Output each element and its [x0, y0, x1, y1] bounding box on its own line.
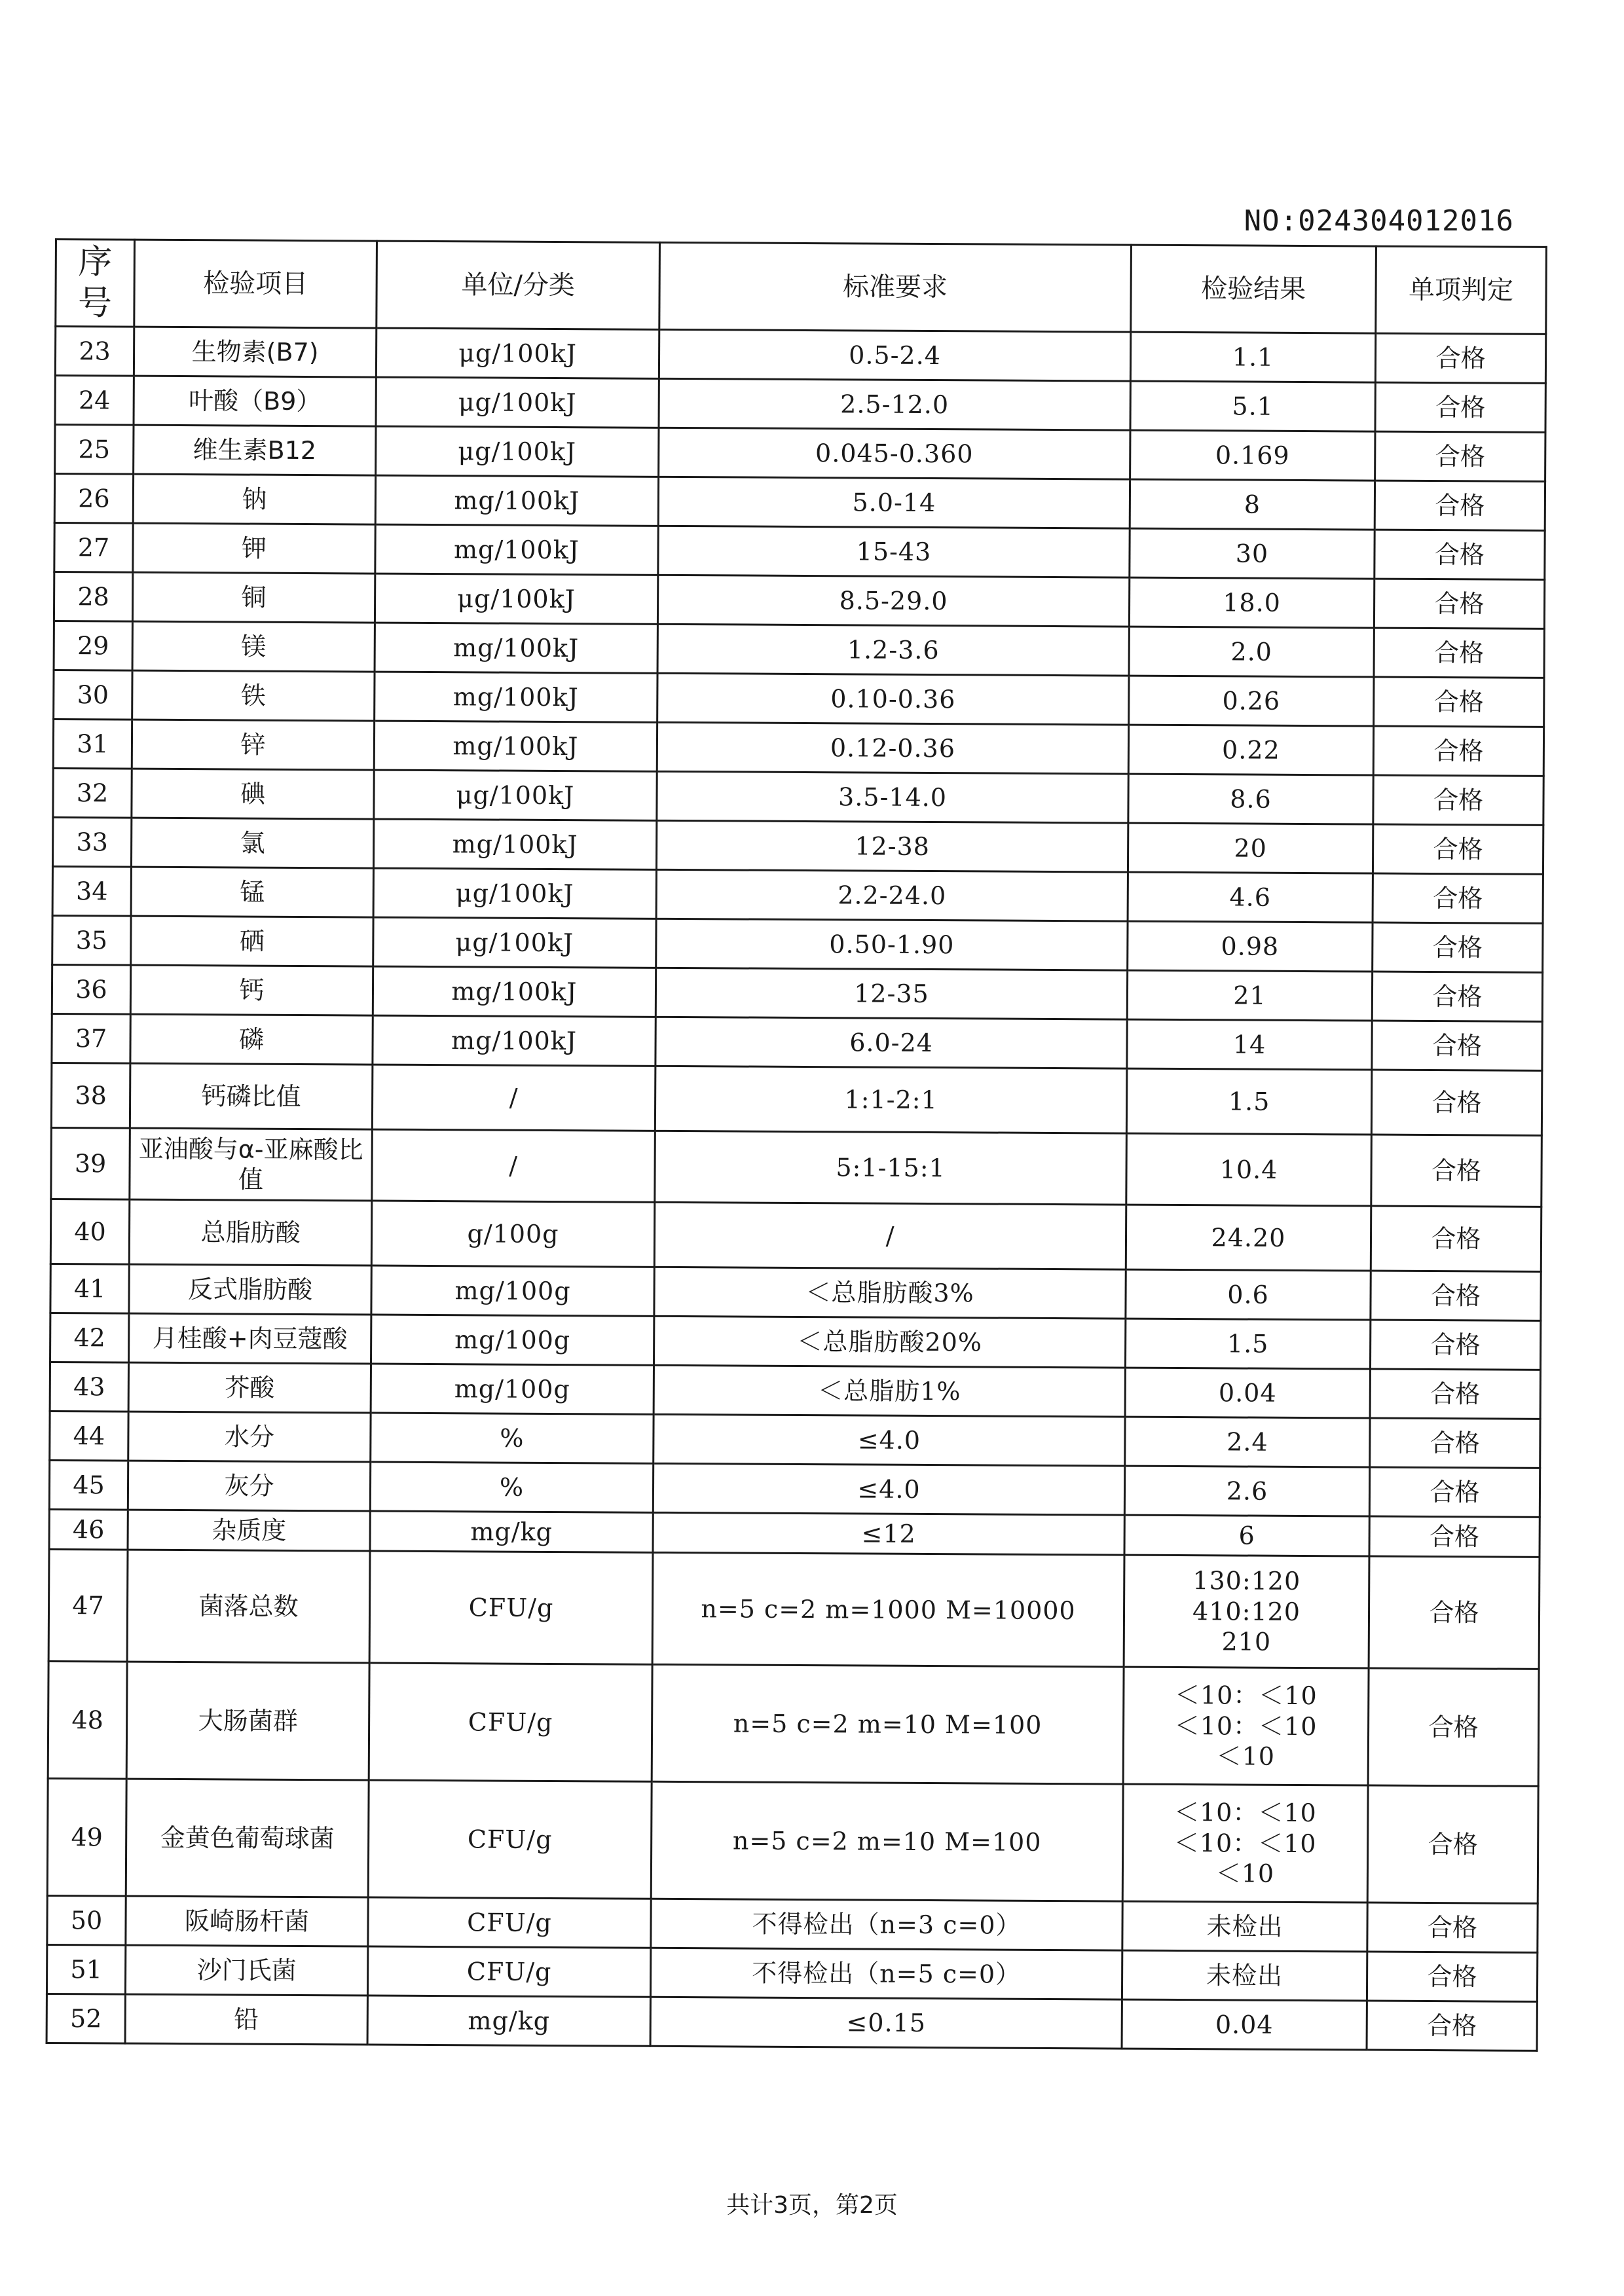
row-standard: 8.5-29.0: [657, 575, 1129, 627]
table-row: [52, 1013, 1542, 1070]
row-result-line: 未检出: [1206, 1912, 1283, 1941]
row-seq: 26: [54, 474, 133, 524]
row-result-line: 0.6: [1227, 1280, 1269, 1309]
row-seq: 37: [52, 1013, 130, 1063]
row-verdict: 合格: [1375, 481, 1545, 530]
row-result-line: 21: [1233, 981, 1266, 1010]
row-result-line: 未检出: [1206, 1961, 1283, 1990]
table-row: [48, 1661, 1539, 1786]
row-result: [1130, 528, 1375, 579]
row-item: 叶酸（B9）: [134, 376, 376, 426]
table-row: [54, 523, 1545, 580]
row-result: [1126, 1068, 1372, 1135]
row-standard: ＜总脂肪1%: [654, 1365, 1125, 1417]
row-item: 铁: [132, 670, 375, 721]
row-standard: 12-38: [656, 820, 1128, 872]
row-standard: 5:1-15:1: [655, 1131, 1127, 1205]
row-verdict: 合格: [1372, 1021, 1542, 1070]
row-standard: ＜总脂肪酸20%: [654, 1316, 1125, 1368]
table-row: [51, 1127, 1542, 1207]
row-result-line: 0.04: [1218, 1378, 1277, 1408]
table-row: [52, 915, 1543, 972]
table-row: [50, 1411, 1540, 1468]
row-unit: mg/100g: [371, 1364, 654, 1414]
row-item: 总脂肪酸: [129, 1199, 372, 1266]
table-row: [50, 1313, 1541, 1370]
row-result: [1129, 627, 1374, 677]
row-verdict: 合格: [1369, 1556, 1540, 1669]
row-result-line: 24.20: [1211, 1223, 1286, 1252]
row-item: 金黄色葡萄球菌: [126, 1779, 369, 1897]
row-standard: 0.50-1.90: [656, 919, 1128, 970]
row-result-line: 1.5: [1227, 1329, 1269, 1358]
header-item: 检验项目: [134, 240, 377, 328]
row-result-line: 130:120: [1192, 1566, 1301, 1596]
table-row: [53, 719, 1543, 776]
table-row: [50, 1199, 1541, 1271]
row-item: 维生素B12: [134, 425, 376, 475]
row-item: 锰: [131, 867, 373, 917]
row-unit: μg/100kJ: [373, 917, 656, 968]
row-verdict: 合格: [1370, 1369, 1540, 1419]
row-result: [1125, 1417, 1370, 1467]
row-unit: mg/100kJ: [375, 524, 658, 575]
row-unit: μg/100kJ: [376, 426, 659, 477]
table-row: [47, 1778, 1538, 1903]
table-row: [53, 768, 1543, 825]
row-result-line: 8: [1244, 490, 1261, 519]
row-item: 灰分: [128, 1461, 370, 1511]
row-verdict: 合格: [1371, 1271, 1541, 1321]
row-standard: 1.2-3.6: [657, 624, 1129, 676]
row-result: [1124, 1515, 1369, 1556]
row-result-line: 410:120: [1192, 1596, 1301, 1626]
row-unit: /: [372, 1065, 655, 1131]
row-verdict: 合格: [1369, 1516, 1540, 1557]
table-row: [54, 572, 1544, 629]
row-verdict: 合格: [1367, 1785, 1538, 1903]
row-seq: 42: [50, 1313, 129, 1362]
header-unit: 单位/分类: [377, 241, 660, 329]
row-verdict: 合格: [1371, 1135, 1542, 1207]
row-seq: 35: [52, 915, 131, 965]
row-result-line: 8.6: [1230, 784, 1272, 814]
row-result-line: 2.0: [1230, 637, 1273, 666]
row-standard: 不得检出（n=5 c=0）: [650, 1948, 1122, 1999]
row-result: [1125, 1319, 1370, 1369]
row-result: [1128, 872, 1373, 922]
row-result: [1123, 1667, 1369, 1785]
table-row: [52, 964, 1542, 1021]
row-item: 沙门氏菌: [125, 1945, 367, 1995]
row-result-line: ＜10：＜10: [1173, 1798, 1317, 1828]
row-result: [1128, 823, 1373, 873]
row-seq: 29: [54, 621, 132, 670]
table-row: [54, 621, 1544, 678]
row-seq: 24: [55, 376, 134, 426]
row-result-line: 1.1: [1232, 342, 1274, 372]
row-item: 亚油酸与α-亚麻酸比值: [130, 1128, 373, 1201]
row-result: [1126, 1205, 1371, 1271]
row-item: 大肠菌群: [126, 1662, 369, 1780]
table-row: [47, 1895, 1538, 1952]
row-unit: g/100g: [371, 1201, 655, 1267]
row-unit: CFU/g: [368, 1897, 651, 1948]
header-standard: 标准要求: [659, 242, 1132, 332]
row-seq: 25: [55, 425, 134, 475]
row-unit: μg/100kJ: [374, 770, 657, 820]
row-item: 芥酸: [128, 1362, 371, 1413]
row-seq: 52: [46, 1994, 125, 2043]
row-verdict: 合格: [1373, 726, 1543, 776]
row-seq: 38: [51, 1063, 130, 1128]
row-seq: 33: [52, 817, 131, 867]
row-result-line: 18.0: [1223, 588, 1282, 617]
table-row: [50, 1264, 1541, 1321]
row-seq: 50: [47, 1895, 126, 1945]
row-item: 锌: [132, 720, 374, 770]
row-seq: 44: [50, 1411, 128, 1461]
row-seq: 34: [52, 866, 131, 916]
row-verdict: 合格: [1373, 775, 1543, 825]
row-item: 钙磷比值: [130, 1063, 373, 1129]
row-verdict: 合格: [1375, 382, 1545, 432]
row-result-line: 0.22: [1222, 735, 1280, 765]
row-verdict: 合格: [1367, 1903, 1538, 1952]
row-result: [1124, 1555, 1369, 1668]
row-result: [1124, 1466, 1369, 1516]
row-result: [1128, 725, 1373, 775]
row-standard: ≤12: [653, 1512, 1124, 1555]
row-result-line: 2.6: [1226, 1476, 1268, 1506]
row-result: [1127, 970, 1372, 1021]
row-result: [1125, 1368, 1370, 1418]
table-row: [55, 376, 1545, 433]
table-header-row: [56, 240, 1547, 335]
row-standard: 0.045-0.360: [659, 428, 1130, 479]
row-result: [1122, 1950, 1367, 2001]
row-result-line: 0.04: [1215, 2010, 1274, 2039]
row-standard: /: [654, 1202, 1126, 1269]
row-verdict: 合格: [1375, 333, 1545, 383]
row-standard: 15-43: [658, 526, 1130, 577]
row-result-line: ＜10：＜10: [1174, 1711, 1318, 1741]
row-result: [1122, 1999, 1367, 2050]
row-unit: %: [370, 1462, 653, 1512]
row-unit: CFU/g: [368, 1780, 652, 1899]
row-verdict: 合格: [1374, 677, 1544, 727]
row-verdict: 合格: [1374, 628, 1544, 678]
row-result-line: ＜10: [1215, 1859, 1275, 1888]
row-verdict: 合格: [1370, 1320, 1540, 1370]
row-seq: 30: [54, 670, 132, 720]
row-result-line: 20: [1234, 833, 1267, 863]
row-result: [1130, 381, 1375, 431]
table-row: [48, 1549, 1540, 1669]
row-result-line: 2.4: [1227, 1427, 1268, 1457]
table-row: [49, 1460, 1540, 1517]
row-result: [1126, 1269, 1371, 1320]
table-row: [55, 425, 1545, 482]
inspection-table: [46, 238, 1547, 2052]
row-seq: 45: [49, 1460, 128, 1510]
row-item: 水分: [128, 1412, 371, 1462]
row-unit: mg/100g: [371, 1315, 654, 1365]
row-seq: 48: [48, 1661, 127, 1779]
row-result: [1127, 1019, 1372, 1070]
row-verdict: 合格: [1373, 922, 1543, 972]
row-standard: 2.2-24.0: [656, 869, 1128, 921]
table-row: [51, 1063, 1541, 1135]
row-standard: ＜总脂肪酸3%: [654, 1267, 1126, 1319]
row-item: 碘: [132, 769, 374, 819]
table-row: [52, 817, 1543, 874]
row-item: 磷: [130, 1014, 373, 1065]
row-standard: 0.5-2.4: [659, 329, 1130, 381]
row-result-line: 0.26: [1222, 686, 1281, 716]
row-unit: mg/100kJ: [373, 819, 656, 869]
report-number: NO:024304012016: [1244, 204, 1514, 238]
row-result: [1130, 430, 1375, 481]
row-item: 生物素(B7): [134, 327, 376, 377]
row-unit: mg/100g: [371, 1266, 654, 1316]
row-verdict: 合格: [1375, 530, 1545, 579]
row-seq: 31: [53, 719, 132, 769]
header-verdict: 单项判定: [1376, 246, 1547, 334]
row-verdict: 合格: [1368, 1668, 1539, 1786]
row-seq: 32: [53, 768, 132, 818]
row-result: [1130, 332, 1375, 382]
row-unit: /: [372, 1129, 655, 1202]
row-result: [1128, 921, 1373, 972]
row-unit: mg/100kJ: [375, 623, 657, 673]
table-row: [50, 1362, 1540, 1419]
row-result: [1129, 676, 1374, 726]
table-row: [54, 670, 1544, 727]
row-unit: %: [371, 1413, 654, 1463]
row-unit: mg/kg: [370, 1511, 653, 1552]
row-seq: 41: [50, 1264, 129, 1313]
row-item: 月桂酸+肉豆蔻酸: [129, 1313, 371, 1364]
row-item: 钾: [133, 523, 375, 574]
row-result-line: 4.6: [1229, 883, 1272, 912]
row-verdict: 合格: [1371, 1206, 1541, 1271]
row-verdict: 合格: [1372, 972, 1542, 1021]
row-unit: μg/100kJ: [376, 377, 659, 428]
row-item: 氯: [131, 818, 373, 868]
row-seq: 49: [47, 1778, 126, 1896]
row-standard: n=5 c=2 m=10 M=100: [652, 1664, 1124, 1784]
row-verdict: 合格: [1373, 873, 1543, 923]
row-seq: 46: [49, 1509, 128, 1550]
row-verdict: 合格: [1369, 1467, 1540, 1517]
row-item: 硒: [131, 916, 373, 966]
row-result: [1129, 577, 1374, 628]
row-result-line: 6: [1238, 1521, 1255, 1550]
row-seq: 27: [54, 523, 133, 573]
row-unit: μg/100kJ: [375, 574, 657, 624]
table-row: [46, 1944, 1537, 2001]
row-seq: 23: [55, 327, 134, 376]
table-row: [46, 1994, 1537, 2050]
row-standard: 不得检出（n=3 c=0）: [651, 1899, 1122, 1950]
row-seq: 36: [52, 964, 130, 1014]
header-seq: 序号: [56, 240, 135, 327]
row-standard: 6.0-24: [655, 1017, 1127, 1068]
row-verdict: 合格: [1371, 1070, 1542, 1135]
row-item: 菌落总数: [127, 1550, 370, 1663]
row-standard: 3.5-14.0: [657, 771, 1128, 823]
row-result: [1128, 774, 1373, 824]
row-standard: 12-35: [655, 968, 1127, 1019]
row-result: [1122, 1784, 1368, 1903]
row-unit: mg/100kJ: [373, 966, 655, 1017]
row-unit: μg/100kJ: [376, 328, 659, 378]
row-verdict: 合格: [1374, 579, 1544, 629]
row-unit: CFU/g: [369, 1551, 653, 1664]
row-standard: 5.0-14: [658, 477, 1130, 528]
row-standard: 2.5-12.0: [659, 378, 1130, 430]
report-sheet: [55, 238, 1545, 2044]
row-standard: ≤0.15: [650, 1997, 1122, 2049]
row-item: 反式脂肪酸: [129, 1264, 371, 1315]
table-body: [46, 327, 1546, 2051]
row-result: [1122, 1901, 1367, 1952]
row-result-line: ＜10：＜10: [1174, 1681, 1318, 1711]
row-result-line: 5.1: [1232, 392, 1274, 421]
row-result-line: 10.4: [1219, 1155, 1278, 1184]
row-seq: 43: [50, 1362, 128, 1412]
row-unit: mg/100kJ: [374, 721, 657, 771]
row-item: 铜: [132, 572, 375, 623]
row-unit: μg/100kJ: [373, 868, 656, 919]
row-seq: 28: [54, 572, 132, 622]
table-row: [52, 866, 1543, 923]
row-item: 镁: [132, 621, 375, 672]
row-standard: ≤4.0: [654, 1414, 1125, 1466]
row-seq: 39: [51, 1127, 130, 1199]
row-verdict: 合格: [1370, 1418, 1540, 1468]
row-result-line: 0.169: [1215, 441, 1290, 470]
row-standard: ≤4.0: [653, 1463, 1124, 1515]
row-result-line: 30: [1235, 539, 1269, 568]
row-unit: CFU/g: [369, 1663, 652, 1781]
row-item: 杂质度: [128, 1510, 370, 1551]
row-unit: mg/kg: [367, 1995, 650, 2046]
table-row: [55, 327, 1545, 384]
header-result: 检验结果: [1131, 245, 1376, 333]
row-standard: 0.10-0.36: [657, 673, 1129, 725]
row-unit: mg/100kJ: [373, 1015, 655, 1066]
row-seq: 47: [48, 1549, 128, 1662]
row-standard: 0.12-0.36: [657, 722, 1128, 774]
row-item: 阪崎肠杆菌: [126, 1896, 368, 1946]
row-unit: mg/100kJ: [375, 475, 658, 526]
row-result: [1126, 1133, 1372, 1206]
row-result-line: ＜10：＜10: [1173, 1828, 1317, 1858]
row-unit: mg/100kJ: [375, 672, 657, 722]
row-result-line: ＜10: [1216, 1741, 1276, 1771]
table-row: [54, 474, 1545, 531]
row-verdict: 合格: [1367, 1952, 1537, 2001]
row-verdict: 合格: [1367, 2001, 1537, 2050]
row-result: [1130, 479, 1375, 530]
row-item: 钠: [133, 474, 375, 524]
row-unit: CFU/g: [367, 1946, 650, 1997]
row-seq: 51: [46, 1944, 125, 1994]
row-standard: n=5 c=2 m=10 M=100: [651, 1781, 1123, 1901]
row-item: 铅: [125, 1994, 367, 2045]
row-result-line: 0.98: [1221, 932, 1280, 961]
row-verdict: 合格: [1373, 824, 1543, 874]
row-result-line: 1.5: [1228, 1087, 1270, 1116]
row-seq: 40: [50, 1199, 130, 1264]
row-standard: n=5 c=2 m=1000 M=10000: [652, 1552, 1124, 1667]
row-result-line: 210: [1221, 1627, 1272, 1656]
page-footer: 共计3页，第2页: [726, 2192, 898, 2219]
row-standard: 1:1-2:1: [655, 1066, 1127, 1133]
row-verdict: 合格: [1375, 431, 1545, 481]
row-item: 钙: [130, 965, 373, 1015]
row-result-line: 14: [1232, 1030, 1266, 1059]
